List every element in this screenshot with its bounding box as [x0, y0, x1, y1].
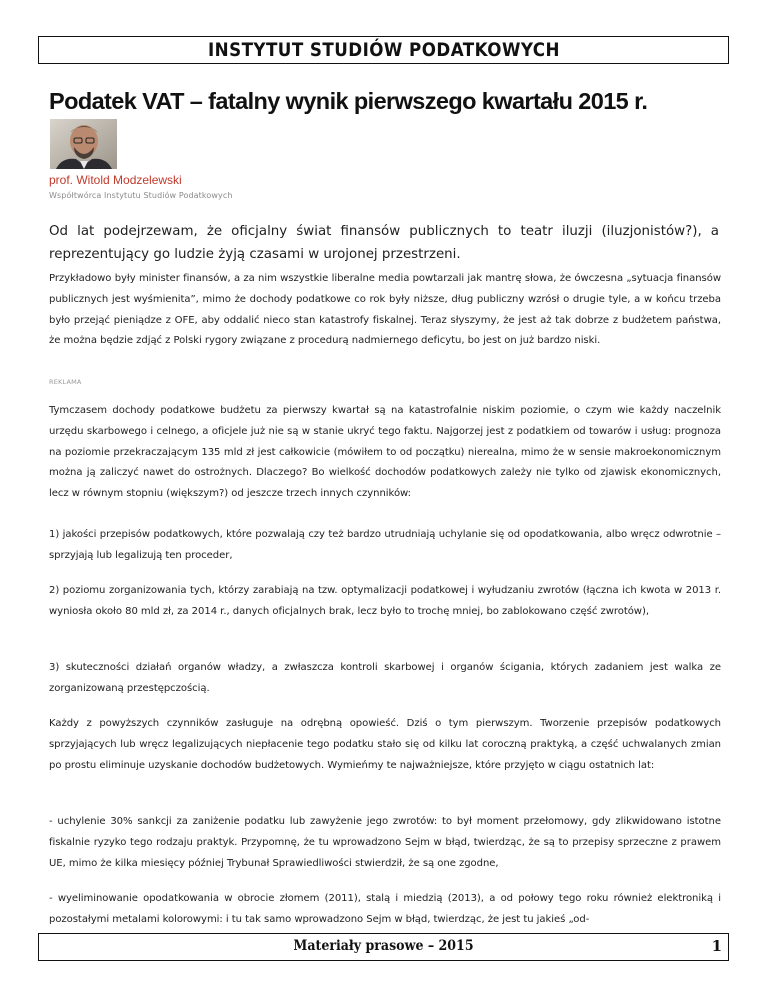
paragraph: - wyeliminowanie opodatkowania w obrocie złomem (2011), stalą i miedzią (2013), a od połowy tego roku również elektroniką i pozostałymi metalami kolorowymi: i tu tak samo wprowadzono Sejm w błąd, twierdząc, że jest tu jakieś „od- — [49, 893, 721, 925]
author-photo — [50, 119, 117, 169]
page-header — [38, 36, 729, 64]
institute-name: INSTYTUT STUDIÓW PODATKOWYCH — [207, 39, 560, 61]
paragraph: - uchylenie 30% sankcji za zaniżenie podatku lub zawyżenie jego zwrotów: to był moment przełomowy, gdy zlikwidowano istotne fiskalnie ryzyko tego rodzaju praktyk. Przypomnę, że tu wprowadzono Sejm w błąd, twierdząc, że są to przepisy sprzeczne z prawem UE, mimo że kilka miesięcy później Trybunał Sprawiedliwości stwierdził, że są one zgodne, — [49, 816, 721, 869]
paragraph: 2) poziomu zorganizowania tych, którzy zarabiają na tzw. optymalizacji podatkowej i wyłudzaniu zwrotów (łączna ich kwota w 2013 r. wyniosła około 80 mld zł, za 2014 r., danych oficjalnych brak, lecz było to trochę mniej, bo zablokowano część zwrotów), — [49, 585, 721, 617]
article-lead: Od lat podejrzewam, że oficjalny świat finansów publicznych to teatr iluzji (iluzjonistów?), a reprezentujący go ludzie żyją czasami w urojonej przestrzeni. — [49, 224, 719, 262]
ad-label: REKLAMA — [49, 378, 82, 386]
paragraph: Każdy z powyższych czynników zasługuje na odrębną opowieść. Dziś o tym pierwszym. Tworzenie przepisów podatkowych sprzyjających lub wręcz legalizujących niepłacenie tego podatku stało się od kilku lat coroczną praktyką, a część uchwalanych zmian po prostu eliminuje uzyskanie dochodów budżetowych. Wymieńmy te najważniejsze, które przyjęto w ciągu ostatnich lat: — [49, 718, 721, 771]
article-title: Podatek VAT – fatalny wynik pierwszego kwartału 2015 r. — [49, 88, 648, 114]
paragraph: 3) skuteczności działań organów władzy, a zwłaszcza kontroli skarbowej i organów ścigania, których zadaniem jest walka ze zorganizowaną przestępczością. — [49, 662, 721, 694]
footer-label: Materiały prasowe – 2015 — [293, 938, 474, 954]
paragraph: Tymczasem dochody podatkowe budżetu za pierwszy kwartał są na katastrofalnie niskim poziomie, o czym wie każdy naczelnik urzędu skarbowego i celnego, a oficjele już nie są w stanie ukryć tego faktu. Najgorzej jest z podatkiem od towarów i usług: prognoza na poziomie przekraczającym 135 mld zł jest całkowicie (mówiłem to od początku) nierealna, mimo że w sensie makroekonomicznym można ją zaliczyć nawet do ostrożnych. Dlaczego? Bo wielkość dochodów podatkowych zależy nie tylko od zjawisk ekonomicznych, lecz w równym stopniu (większym?) od jeszcze trzech innych czynników: — [49, 405, 721, 500]
author-role: Współtwórca Instytutu Studiów Podatkowych — [49, 191, 233, 200]
author-name: prof. Witold Modzelewski — [49, 173, 182, 187]
paragraph: 1) jakości przepisów podatkowych, które pozwalają czy też bardzo utrudniają uchylanie się od opodatkowania, albo wręcz odwrotnie – sprzyjają lub legalizują ten proceder, — [49, 529, 721, 561]
paragraph: Przykładowo były minister finansów, a za nim wszystkie liberalne media powtarzali jak mantrę słowa, że ówczesna „sytuacja finansów publicznych jest wyśmienita”, mimo że dochody podatkowe co rok były niższe, dług publiczny wzrósł o drugie tyle, a w końcu trzeba było przejąć pieniądze z OFE, aby oddalić nieco stan katastrofy fiskalnej. Teraz słyszymy, że jest aż tak dobrze z budżetem państwa, że można będzie zdjąć z Polski rygory związane z procedurą nadmiernego deficytu, bo jest on już bardzo niski. — [49, 273, 721, 347]
page-footer — [38, 933, 729, 961]
page-number: 1 — [711, 937, 722, 955]
